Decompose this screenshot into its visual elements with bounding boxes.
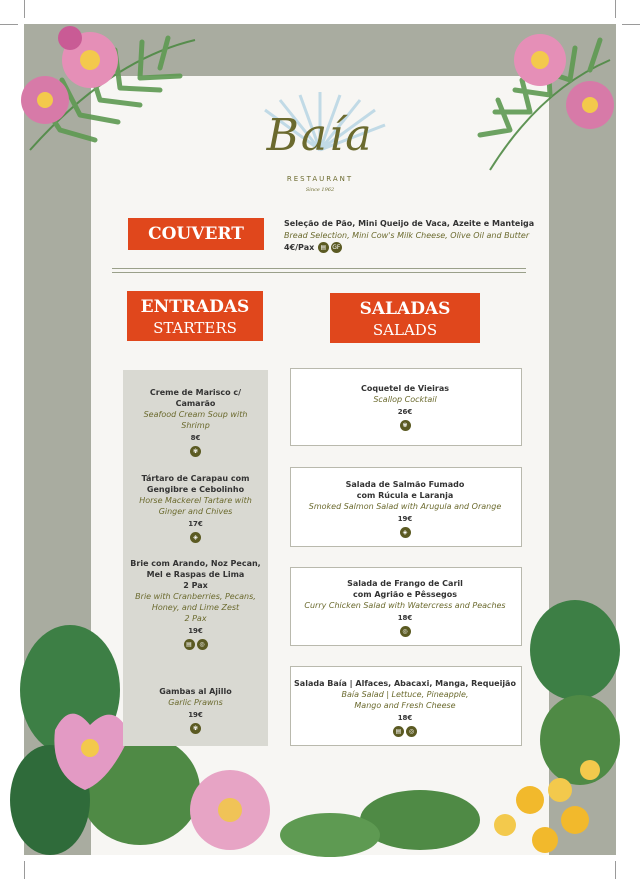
- item-name-en: Brie with Cranberries, Pecans, Honey, and Lime Zest: [135, 592, 256, 612]
- item-name-pt: Salada Baía | Alfaces, Abacaxi, Manga, Requeijão: [294, 679, 516, 688]
- item-price: 8€: [190, 434, 201, 442]
- couvert-title: COUVERT: [148, 224, 244, 244]
- item-price: 26€: [397, 408, 413, 416]
- starters-title-en: STARTERS: [153, 319, 237, 337]
- couvert-banner: [128, 218, 264, 250]
- nuts-icon: ◎: [197, 639, 208, 650]
- item-name-pt: Salada de Frango de Caril com Agrião e Pêssegos: [347, 579, 463, 599]
- item-name-en: Seafood Cream Soup with Shrimp: [143, 410, 248, 430]
- item-name-pt: Creme de Marisco c/ Camarão: [149, 388, 242, 408]
- couvert-pt: Seleção de Pão, Mini Queijo de Vaca, Azeite e Manteiga: [284, 219, 535, 228]
- couvert-en: Bread Selection, Mini Cow's Milk Cheese, Olive Oil and Butter: [284, 231, 530, 240]
- couvert-description: [284, 218, 544, 254]
- salads-title-en: SALADS: [372, 321, 438, 339]
- item-name-en: Curry Chicken Salad with Watercress and Peaches: [304, 601, 506, 610]
- salads-banner: [330, 293, 480, 343]
- starters-banner: [127, 291, 263, 341]
- item-name-pt: Gambas al Ajillo: [159, 687, 232, 696]
- fish-icon: ◈: [400, 527, 411, 538]
- item-name-en: Garlic Prawns: [168, 698, 223, 707]
- gluten-icon: ▤: [184, 639, 195, 650]
- gluten-free-icon: GF: [332, 244, 341, 251]
- list-item: [292, 678, 518, 737]
- item-price: 18€: [397, 614, 413, 622]
- logo-subtitle: RESTAURANT: [286, 175, 354, 183]
- couvert-price: 4€/Pax: [284, 243, 315, 252]
- gluten-icon: ▤: [318, 242, 329, 253]
- item-name-en: Scallop Cocktail: [373, 395, 437, 404]
- item-name-pt: Tártaro de Carapau com Gengibre e Cebolinho: [141, 474, 250, 494]
- list-item: [292, 479, 518, 538]
- logo-script: Baía: [266, 110, 374, 161]
- logo-since: Since 1962: [305, 187, 335, 193]
- item-pax-pt: 2 Pax: [183, 581, 208, 590]
- list-item: [130, 473, 261, 543]
- item-name-pt: Brie com Arando, Noz Pecan, Mel e Raspas de Lima: [130, 559, 261, 579]
- item-name-pt: Salada de Salmão Fumado com Rúcula e Laranja: [345, 480, 465, 500]
- list-item: [292, 383, 518, 431]
- shellfish-icon: ✾: [190, 723, 201, 734]
- list-item: [130, 387, 261, 457]
- item-name-pt: Coquetel de Vieiras: [361, 384, 449, 393]
- shellfish-icon: ✾: [190, 446, 201, 457]
- item-name-en: Horse Mackerel Tartare with Ginger and Chives: [139, 496, 252, 516]
- section-divider: [112, 268, 526, 273]
- list-item: [292, 578, 518, 637]
- item-price: 18€: [397, 714, 413, 722]
- item-price: 19€: [397, 515, 413, 523]
- item-price: 19€: [188, 711, 203, 719]
- item-name-en: Smoked Salmon Salad with Arugula and Orange: [308, 502, 502, 511]
- item-pax-en: 2 Pax: [184, 614, 207, 623]
- item-price: 19€: [188, 627, 203, 635]
- fish-icon: ◈: [190, 532, 201, 543]
- shellfish-icon: ✾: [400, 420, 411, 431]
- salads-title-pt: SALADAS: [359, 299, 451, 319]
- nuts-icon: ◎: [406, 726, 417, 737]
- item-price: 17€: [188, 520, 203, 528]
- item-name-en: Baía Salad | Lettuce, Pineapple, Mango and Fresh Cheese: [341, 690, 469, 710]
- nuts-icon: ◎: [400, 626, 411, 637]
- starters-title-pt: ENTRADAS: [140, 297, 250, 317]
- list-item: [130, 686, 261, 734]
- restaurant-logo: [240, 92, 400, 202]
- list-item: [130, 558, 261, 650]
- gluten-icon: ▤: [393, 726, 404, 737]
